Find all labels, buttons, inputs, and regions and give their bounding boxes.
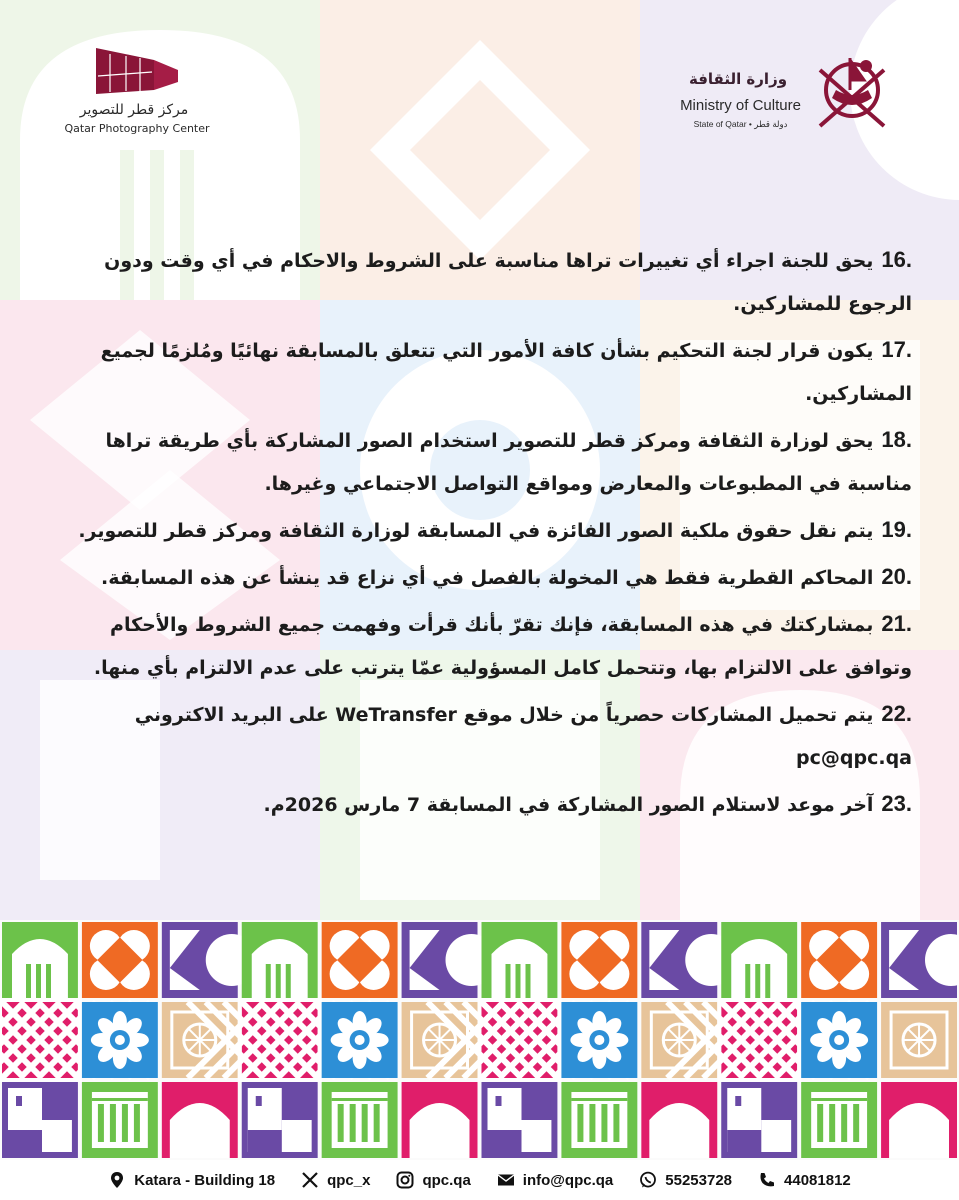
x-handle[interactable]: qpc_x [327,1171,371,1189]
term-number: 18. [881,427,912,452]
cross-tile [82,922,158,998]
term-text: آخر موعد لاستلام الصور المشاركة في المسابقة 7 مارس 2026م. [263,794,874,816]
location-text: Katara - Building 18 [134,1171,276,1189]
phone-number[interactable]: 44081812 [784,1171,851,1189]
whatsapp-icon [639,1171,657,1189]
term-text: يتم نقل حقوق ملكية الصور الفائزة في المسابقة لوزارة الثقافة ومركز قطر للتصوير. [78,520,874,542]
dome-tile [162,1082,238,1158]
term-item [40,328,912,416]
instagram-icon [396,1171,414,1189]
location-pin-icon [108,1171,126,1189]
term-text: يتم تحميل المشاركات حصرياً من خلال موقع WeTransfer على البريد الاكتروني pc@qpc.qa [134,704,912,769]
flower-tile [82,1002,158,1078]
qpc-english-name: Qatar Photography Center [64,122,210,135]
phone-icon [758,1171,776,1189]
qatar-emblem-icon [814,50,890,136]
term-text: بمشاركتك في هذه المسابقة، فإنك تقرّ بأنك قرأت وفهمت جميع الشروط والأحكام وتوافق على الالتزام بها، وتتحمل كامل المسؤولية عمّا يترتب على عدم الالتزام بأي منها. [93,614,912,679]
qpc-arabic-name: مركز قطر للتصوير [79,102,189,118]
footer-email[interactable] [497,1171,613,1189]
term-number: 16. [881,247,912,272]
tower-tile [2,1082,78,1158]
tower-tile [721,1082,797,1158]
term-item [40,555,912,600]
term-text: يحق لوزارة الثقافة ومركز قطر للتصوير استخدام الصور المشاركة بأي طريقة تراها مناسبة في المطبوعات والمعارض ومواقع التواصل الاجتماعي وغيرها. [105,430,912,495]
footer-instagram[interactable] [396,1171,470,1189]
term-item [40,692,912,780]
term-item [40,418,912,506]
footer-location [108,1171,275,1189]
term-item [40,508,912,553]
qpc-emblem-icon [92,46,182,98]
wheel-tile [881,1002,957,1078]
footer-x[interactable] [301,1171,370,1189]
window-tile [801,1082,877,1158]
dome-tile [402,1082,478,1158]
cross-tile [801,922,877,998]
flower-tile [801,1002,877,1078]
moc-arabic-name: وزارة الثقافة [688,70,788,88]
moc-english-name: Ministry of Culture [680,97,801,114]
instagram-handle[interactable]: qpc.qa [422,1171,471,1189]
term-item [40,782,912,827]
decorative-tile-band [0,920,959,1160]
term-text: المحاكم القطرية فقط هي المخولة بالفصل في أي نزاع قد ينشأ عن هذه المسابقة. [101,567,874,589]
email-icon [497,1171,515,1189]
window-tile [322,1082,398,1158]
term-number: 22. [881,701,912,726]
arch-tile [721,922,797,998]
terms-list [40,238,912,829]
x-icon [301,1171,319,1189]
flower-tile [561,1002,637,1078]
term-item [40,238,912,326]
whatsapp-number[interactable]: 55253728 [665,1171,733,1189]
footer-phone[interactable] [758,1171,851,1189]
contact-footer [0,1160,959,1200]
moc-subtitle: State of Qatar • دولة قطر [693,119,788,129]
cross-tile [322,922,398,998]
dome-tile [641,1082,717,1158]
email-address[interactable]: info@qpc.qa [522,1171,614,1189]
term-number: 23. [881,791,912,816]
flower-tile [322,1002,398,1078]
qatar-photography-center-logo [62,46,212,146]
term-text: يكون قرار لجنة التحكيم بشأن كافة الأمور التي تتعلق بالمسابقة نهائيًا ومُلزمًا لجميع المشاركين. [100,340,912,405]
arch-tile [242,922,318,998]
tower-tile [242,1082,318,1158]
term-item [40,602,912,690]
ministry-of-culture-logo [664,50,894,140]
term-number: 21. [881,611,912,636]
window-tile [561,1082,637,1158]
term-number: 20. [881,564,912,589]
cross-tile [561,922,637,998]
term-text: يحق للجنة اجراء أي تغييرات تراها مناسبة على الشروط والاحكام في أي وقت ودون الرجوع للمشاركين. [104,250,912,315]
moon-tile [881,922,959,998]
tower-tile [482,1082,558,1158]
term-number: 19. [881,517,912,542]
arch-tile [482,922,558,998]
window-tile [82,1082,158,1158]
dome-tile [881,1082,957,1158]
footer-whatsapp[interactable] [639,1171,732,1189]
arch-tile [2,922,78,998]
term-number: 17. [881,337,912,362]
